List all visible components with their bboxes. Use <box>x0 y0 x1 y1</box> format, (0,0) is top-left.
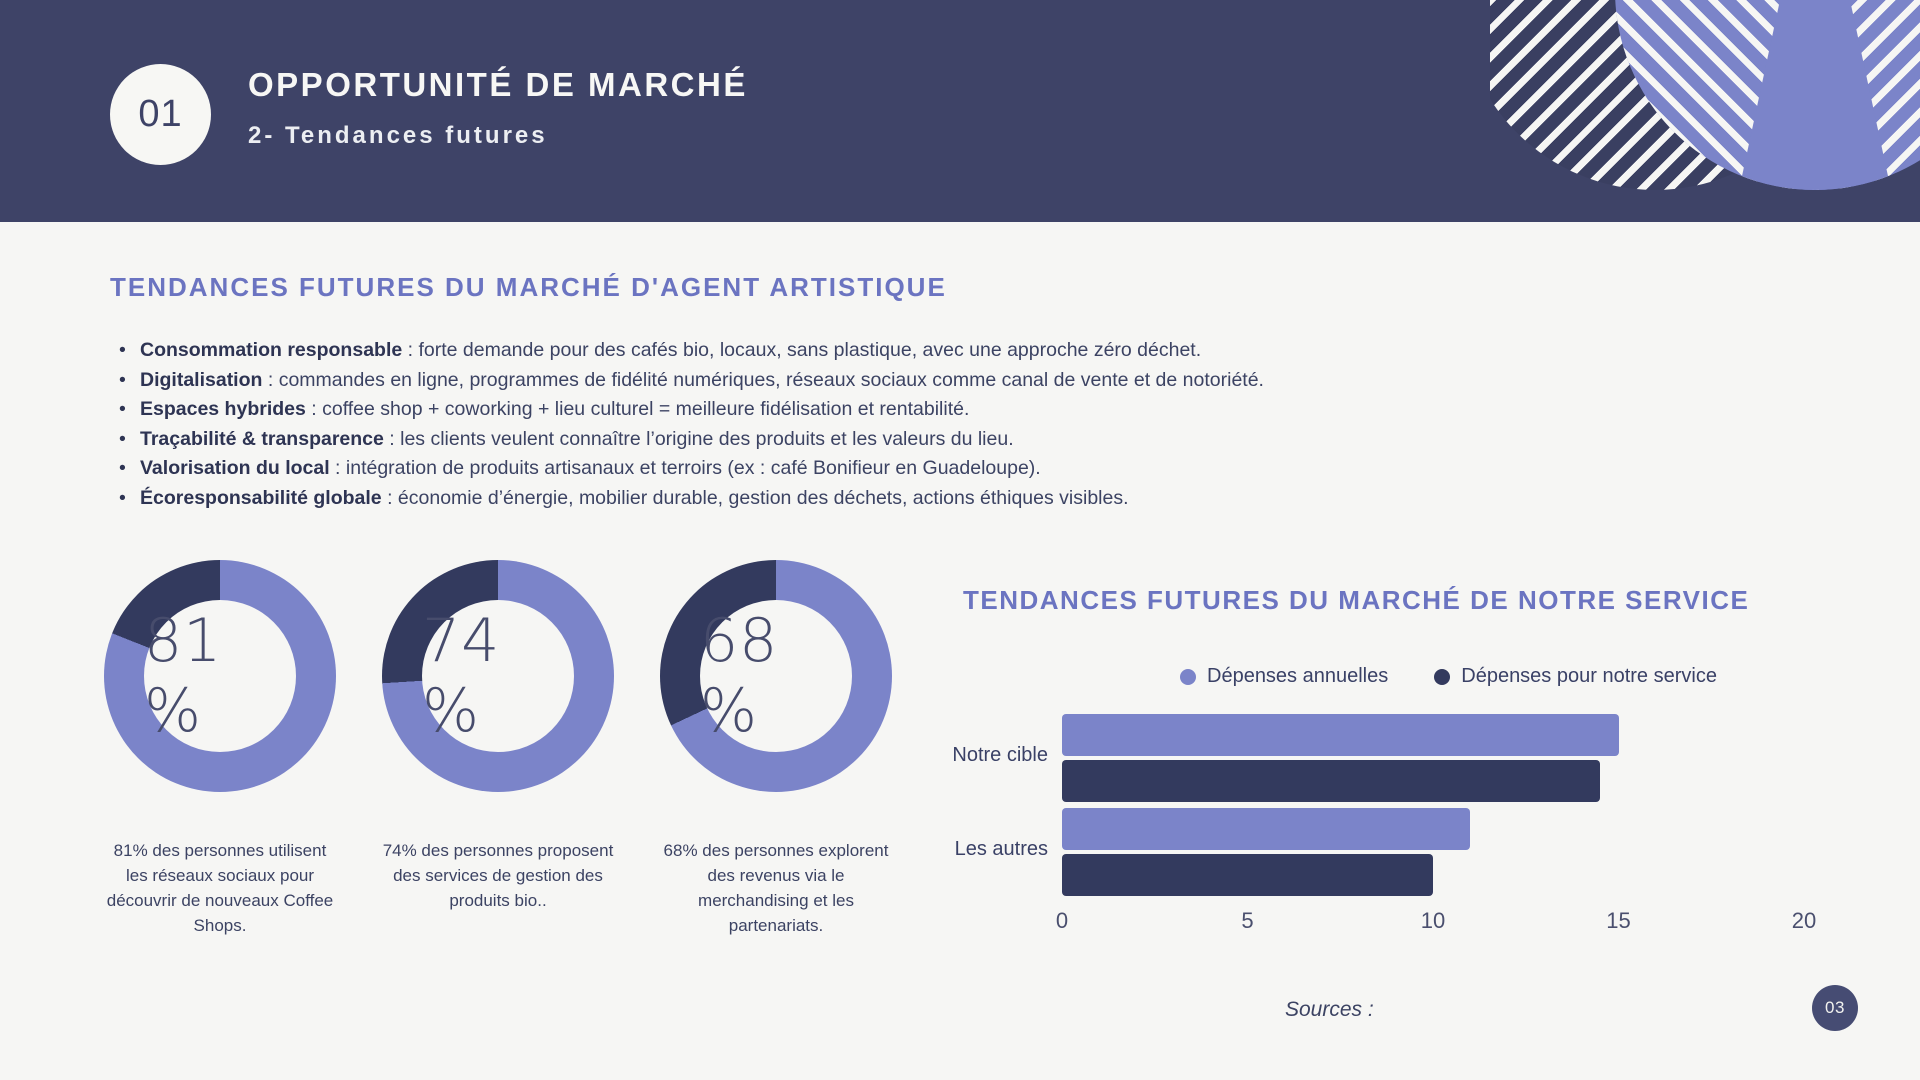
page-subtitle: 2- Tendances futures <box>248 122 548 149</box>
donut-chart-74 <box>382 560 614 792</box>
donut-caption: 74% des personnes proposent des services de gestion des produits bio.. <box>382 841 614 910</box>
x-axis <box>1055 908 1817 934</box>
legend-dot-service-icon <box>1434 669 1450 685</box>
section-number-badge <box>110 64 211 165</box>
x-tick: 5 <box>1241 908 1254 933</box>
donut-hole <box>700 600 852 752</box>
legend-label: Dépenses annuelles <box>1207 665 1389 687</box>
donut-caption: 81% des personnes utilisent les réseaux sociaux pour découvrir de nouveaux Coffee Shops. <box>106 841 334 935</box>
page-number: 03 <box>1825 998 1845 1017</box>
x-tick: 15 <box>1606 908 1631 933</box>
list-item: • Espaces hybrides : coffee shop + coworking + lieu culturel = meilleure fidélisation et rentabilité. <box>140 395 1640 425</box>
x-tick: 0 <box>1055 908 1069 933</box>
bar-notre-cible-annuelles <box>1062 714 1619 756</box>
decorative-pattern <box>1490 0 1920 222</box>
category-label-les-autres: Les autres <box>954 838 1048 860</box>
legend-item-annual <box>1180 665 1388 688</box>
donut-block-3 <box>660 560 892 938</box>
donut-caption: 68% des personnes explorent des revenus via le merchandising et les partenariats. <box>663 841 889 935</box>
chart-title: TENDANCES FUTURES DU MARCHÉ DE NOTRE SERVICE <box>963 585 1750 615</box>
bar-chart-plot <box>1062 714 1804 896</box>
page-number-badge <box>1812 985 1858 1031</box>
donut-charts-row <box>104 560 892 938</box>
bar-les-autres-annuelles <box>1062 808 1470 850</box>
sources-label: Sources : <box>1285 998 1374 1021</box>
header <box>0 0 1920 222</box>
section-number: 01 <box>138 93 183 135</box>
chevron-circle-purple-icon <box>1615 0 1920 190</box>
header-titles <box>248 66 748 150</box>
bar-les-autres-service <box>1062 854 1433 896</box>
legend-label: Dépenses pour notre service <box>1461 665 1717 687</box>
list-item: • Consommation responsable : forte demande pour des cafés bio, locaux, sans plastique, avec une approche zéro déchet. <box>140 336 1640 366</box>
donut-value: 74 % <box>422 606 501 746</box>
donut-value: 81 % <box>144 606 223 746</box>
x-tick: 10 <box>1420 908 1446 933</box>
donut-chart-68 <box>660 560 892 792</box>
donut-block-1 <box>104 560 336 938</box>
page-title: OPPORTUNITÉ DE MARCHÉ <box>248 66 748 103</box>
bar-notre-cible-service <box>1062 760 1600 802</box>
chart-legend <box>1180 665 1717 688</box>
donut-value: 68 % <box>700 606 779 746</box>
category-label-notre-cible: Notre cible <box>952 744 1048 766</box>
list-item: • Digitalisation : commandes en ligne, programmes de fidélité numériques, réseaux sociaux comme canal de vente et de notoriété. <box>140 366 1640 396</box>
list-item: • Traçabilité & transparence : les clients veulent connaître l’origine des produits et les valeurs du lieu. <box>140 425 1640 455</box>
donut-hole <box>422 600 574 752</box>
donut-chart-81 <box>104 560 336 792</box>
x-tick: 20 <box>1791 908 1817 933</box>
list-item: • Valorisation du local : intégration de produits artisanaux et terroirs (ex : café Bonifieur en Guadeloupe). <box>140 454 1640 484</box>
list-item: • Écoresponsabilité globale : économie d’énergie, mobilier durable, gestion des déchets, actions éthiques visibles. <box>140 484 1640 514</box>
trends-list <box>140 336 1640 513</box>
donut-block-2 <box>382 560 614 938</box>
section-title: TENDANCES FUTURES DU MARCHÉ D'AGENT ARTISTIQUE <box>110 272 947 302</box>
legend-dot-annual-icon <box>1180 669 1196 685</box>
legend-item-service <box>1434 665 1717 688</box>
donut-hole <box>144 600 296 752</box>
